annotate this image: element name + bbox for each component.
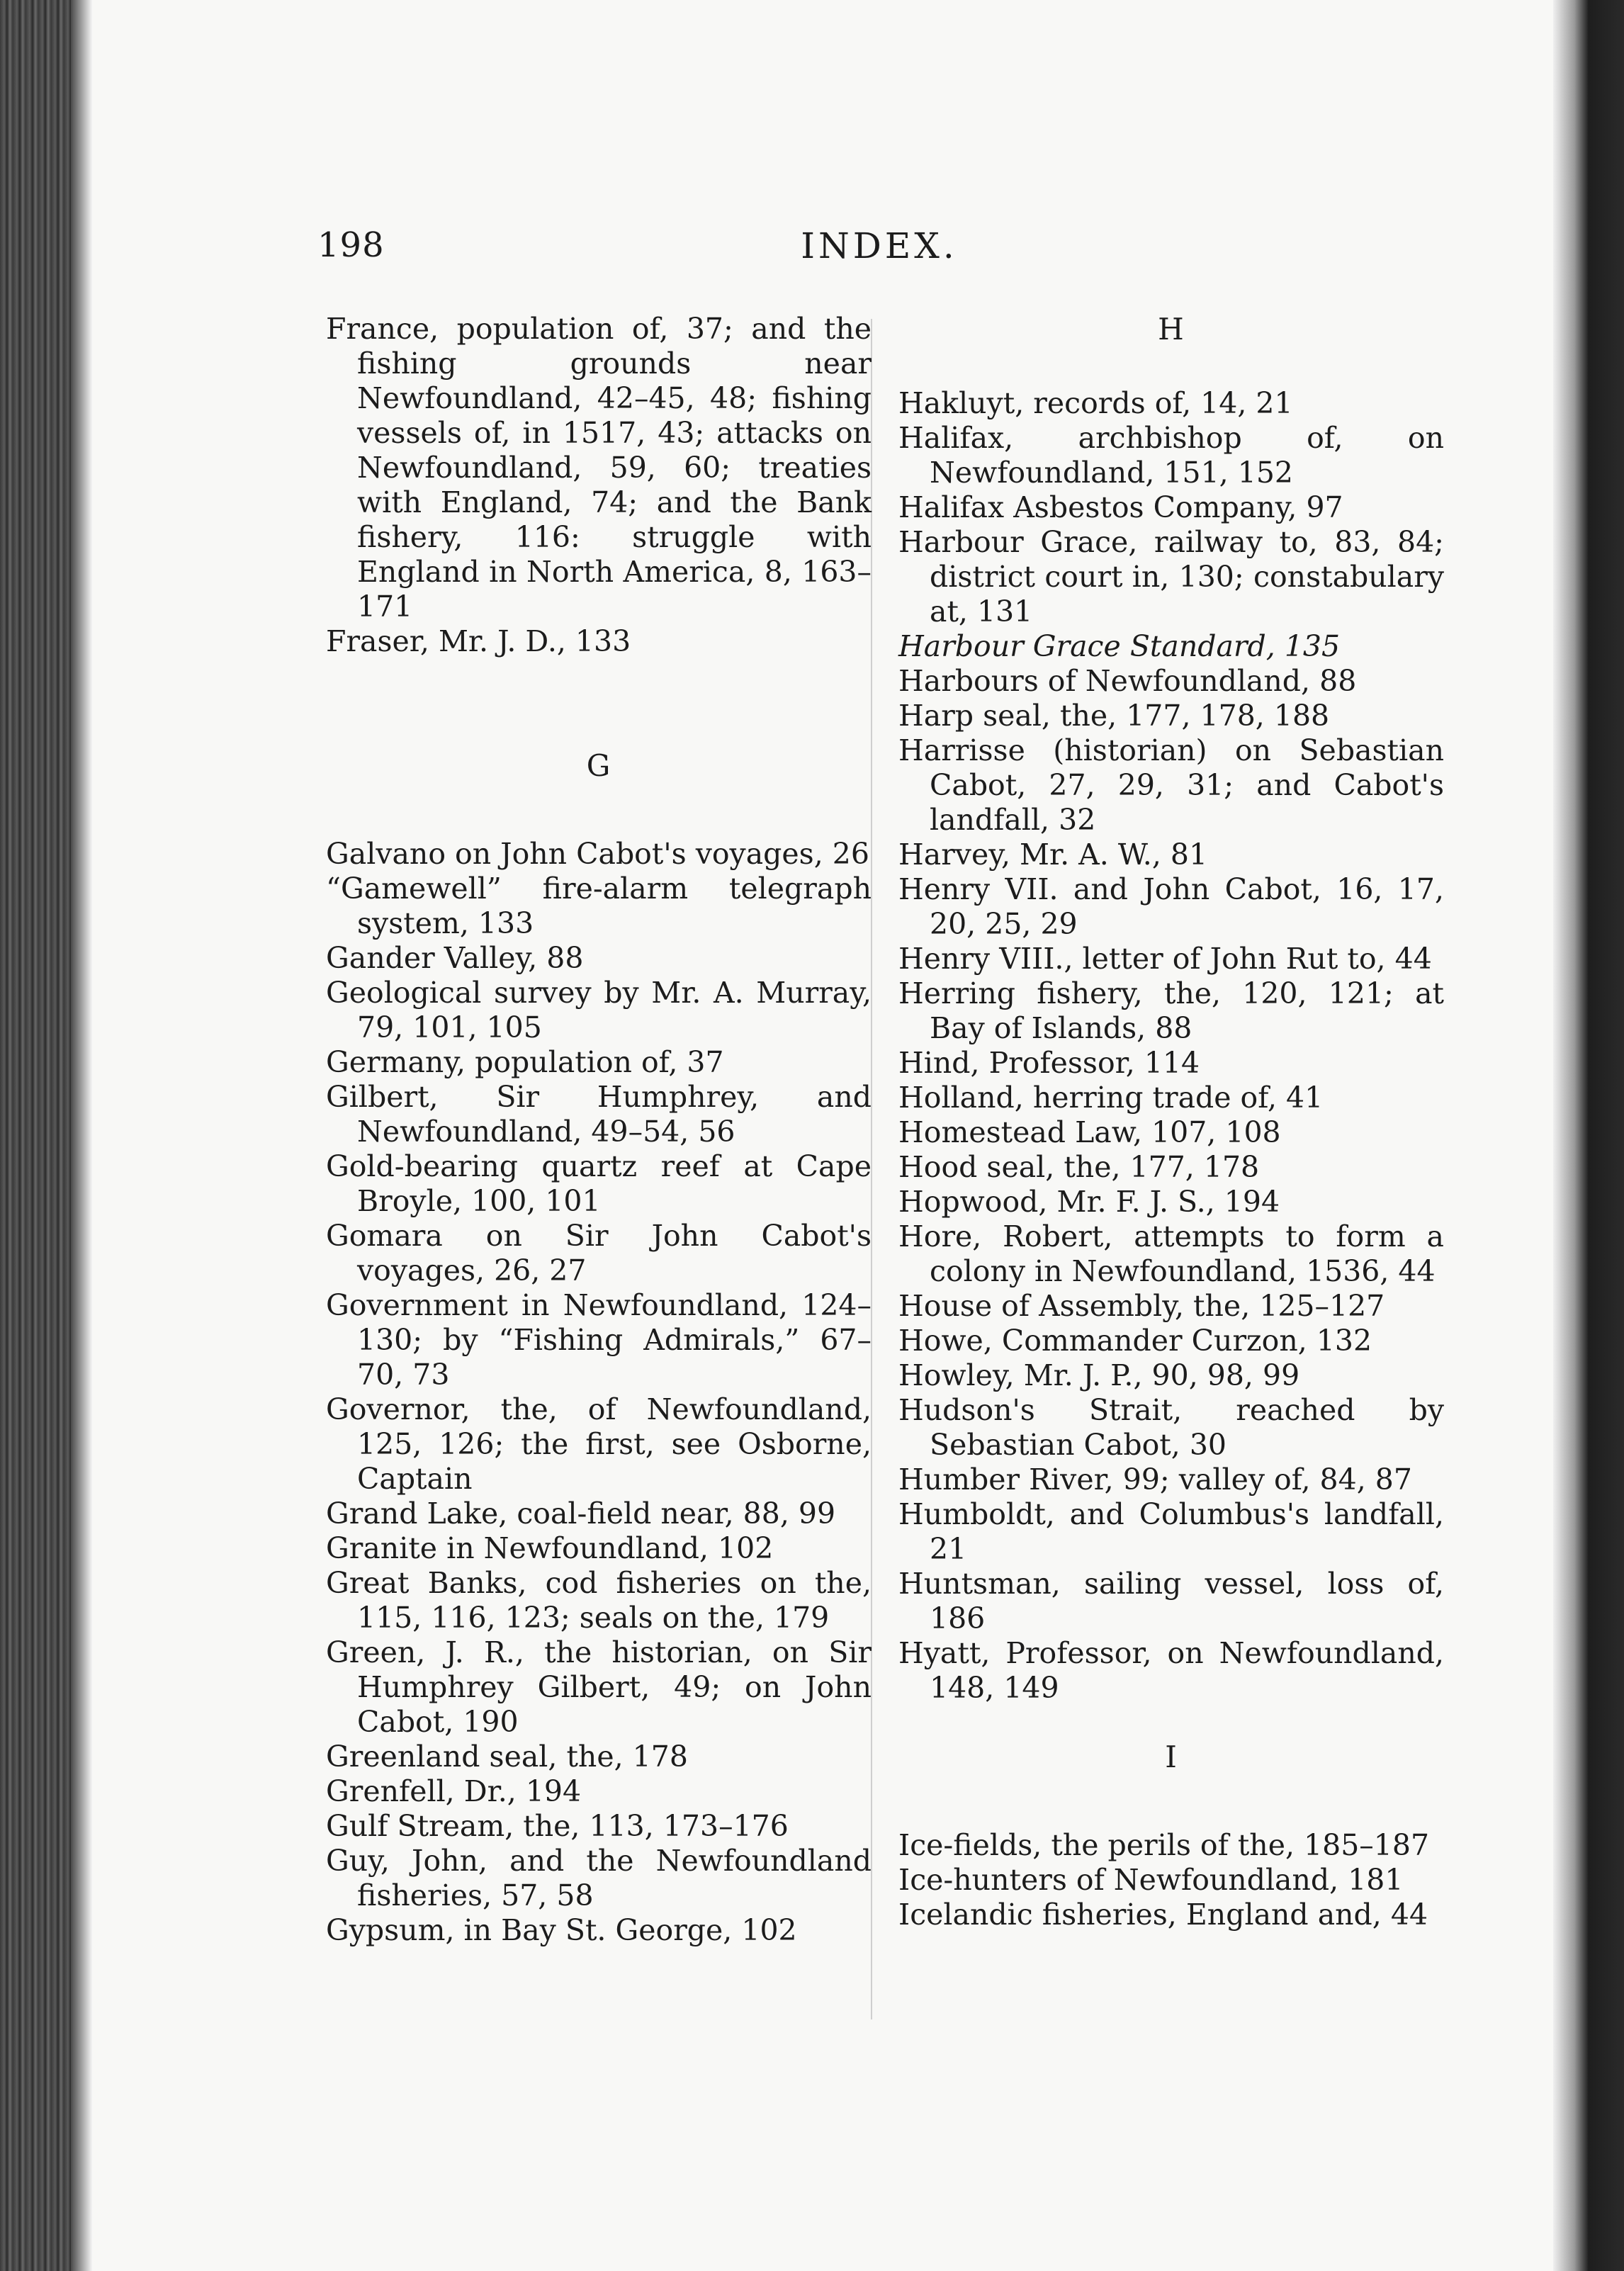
index-entry: Halifax Asbestos Company, 97 xyxy=(898,490,1343,524)
index-column-left xyxy=(326,312,872,1948)
index-entry: Herring fishery, the, 120, 121; at Bay of Islands, 88 xyxy=(898,976,1444,1045)
index-entry: Gulf Stream, the, 113, 173–176 xyxy=(326,1809,789,1843)
index-entry: Huntsman, sailing vessel, loss of, 186 xyxy=(898,1567,1444,1635)
index-entry: Henry VII. and John Cabot, 16, 17, 20, 25, 29 xyxy=(898,872,1444,941)
book-page-edge-right xyxy=(1553,0,1624,2271)
index-entry: Halifax, archbishop of, on Newfoundland, 151, 152 xyxy=(898,421,1444,490)
index-entry: Gilbert, Sir Humphrey, and Newfoundland, 49–54, 56 xyxy=(326,1080,872,1149)
index-entry: Harrisse (historian) on Sebastian Cabot, 27, 29, 31; and Cabot's landfall, 32 xyxy=(898,733,1444,837)
section-letter-g: G xyxy=(586,748,611,783)
running-head: INDEX. xyxy=(801,225,958,266)
index-entry: Hind, Professor, 114 xyxy=(898,1046,1200,1080)
index-entry: Holland, herring trade of, 41 xyxy=(898,1081,1324,1115)
index-entry: Humboldt, and Columbus's landfall, 21 xyxy=(898,1497,1444,1566)
index-entry: Humber River, 99; valley of, 84, 87 xyxy=(898,1463,1412,1497)
index-entry: Harbour Grace, railway to, 83, 84; district court in, 130; constabulary at, 131 xyxy=(898,525,1444,629)
index-entry: Hyatt, Professor, on Newfoundland, 148, 149 xyxy=(898,1636,1444,1705)
section-letter-h: H xyxy=(1158,312,1185,346)
index-entry: Howe, Commander Curzon, 132 xyxy=(898,1324,1372,1358)
index-entry: Gold-bearing quartz reef at Cape Broyle, 100, 101 xyxy=(326,1149,872,1218)
index-entry: Icelandic fisheries, England and, 44 xyxy=(898,1898,1428,1932)
index-entry: Gypsum, in Bay St. George, 102 xyxy=(326,1913,797,1947)
index-entry: Harp seal, the, 177, 178, 188 xyxy=(898,699,1330,733)
index-entry: Grenfell, Dr., 194 xyxy=(326,1774,582,1808)
book-page-edges-left xyxy=(0,0,92,2271)
index-entry: Fraser, Mr. J. D., 133 xyxy=(326,624,631,658)
index-entry: Ice-hunters of Newfoundland, 181 xyxy=(898,1863,1404,1897)
index-entry: Guy, John, and the Newfoundland fisheries, 57, 58 xyxy=(326,1844,872,1912)
index-entry: Homestead Law, 107, 108 xyxy=(898,1115,1281,1149)
index-entry: Grand Lake, coal-field near, 88, 99 xyxy=(326,1497,836,1531)
index-entry: Governor, the, of Newfoundland, 125, 126; the first, see Osborne, Captain xyxy=(326,1392,872,1496)
index-entry: “Gamewell” fire-alarm telegraph system, 133 xyxy=(326,872,872,940)
index-entry: France, population of, 37; and the fishing grounds near Newfoundland, 42–45, 48; fishing vessels of, in 1517, 43; attacks on Newfoundland, 59, 60; treaties with England, 74; and the Bank fishery, 116: struggle with England in North America, 8, 163–171 xyxy=(326,312,872,624)
index-entry: Geological survey by Mr. A. Murray, 79, 101, 105 xyxy=(326,976,872,1044)
index-entry: Greenland seal, the, 178 xyxy=(326,1740,688,1774)
index-entry: Hood seal, the, 177, 178 xyxy=(898,1150,1260,1184)
index-entry: Green, J. R., the historian, on Sir Humphrey Gilbert, 49; on John Cabot, 190 xyxy=(326,1635,872,1739)
index-entry: Gander Valley, 88 xyxy=(326,941,584,975)
index-entry: Gomara on Sir John Cabot's voyages, 26, 27 xyxy=(326,1219,872,1287)
index-entry: Galvano on John Cabot's voyages, 26 xyxy=(326,837,869,871)
index-entry: Hakluyt, records of, 14, 21 xyxy=(898,386,1293,420)
index-entry: Harvey, Mr. A. W., 81 xyxy=(898,838,1208,872)
index-column-right xyxy=(898,312,1444,1932)
index-entry: Ice-fields, the perils of the, 185–187 xyxy=(898,1828,1430,1862)
index-entry: Germany, population of, 37 xyxy=(326,1045,724,1079)
page-number: 198 xyxy=(317,225,385,265)
page-header xyxy=(317,225,1441,275)
index-entry: Great Banks, cod fisheries on the, 115, 116, 123; seals on the, 179 xyxy=(326,1566,872,1635)
index-entry: Hudson's Strait, reached by Sebastian Cabot, 30 xyxy=(898,1393,1444,1462)
index-entry: Howley, Mr. J. P., 90, 98, 99 xyxy=(898,1358,1300,1392)
index-entry: Henry VIII., letter of John Rut to, 44 xyxy=(898,942,1432,976)
index-entry: Hopwood, Mr. F. J. S., 194 xyxy=(898,1185,1280,1219)
index-entry: Harbours of Newfoundland, 88 xyxy=(898,664,1357,698)
index-entry: Granite in Newfoundland, 102 xyxy=(326,1531,774,1565)
index-entry: House of Assembly, the, 125–127 xyxy=(898,1289,1385,1323)
section-letter-i: I xyxy=(1165,1740,1178,1774)
index-entry: Hore, Robert, attempts to form a colony in Newfoundland, 1536, 44 xyxy=(898,1219,1444,1288)
index-entry: Harbour Grace Standard, 135 xyxy=(898,629,1341,663)
index-entry: Government in Newfoundland, 124–130; by “Fishing Admirals,” 67–70, 73 xyxy=(326,1288,872,1392)
